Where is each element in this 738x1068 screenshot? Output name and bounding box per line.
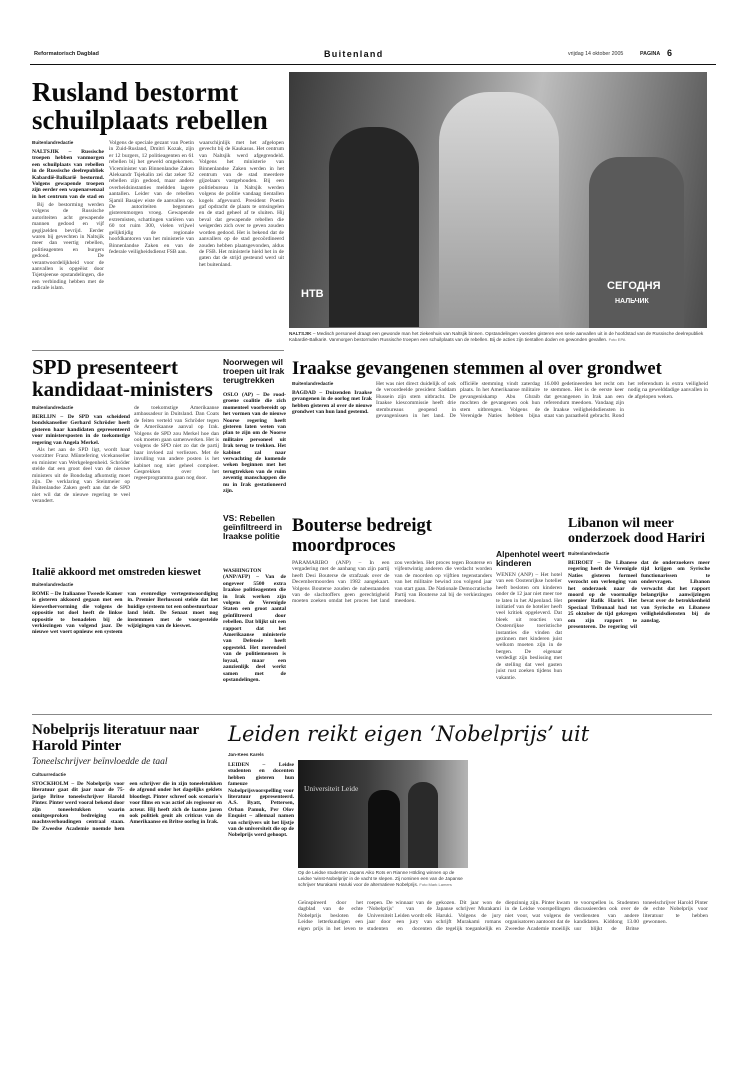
naltsjik-photo xyxy=(289,72,707,328)
alpen-text: WENEN (ANP) – Het hotel van een Oostenrijkse hotelier heeft besloten om kinderen onder de 12 jaar niet meer toe te laten in het Alpenland. Het initiatief van de hotelier heeft veel kritiek opgeleverd. Dat bleek uit reacties van Oostenrijkse toeristische instanties die vinden dat gezinnen met kinderen juist welkom moeten zijn in de bergen. De eigenaar verdedigt zijn beslissing met de stelling dat veel gasten juist rust zoeken tijdens hun vakantie. xyxy=(496,572,562,681)
spd-col2-text: de toekomstige Amerikaanse ambassadeur in Duitsland. Dan Coats de feiten verteld van Schröder tegen de Amerikaanse aanval op Irak. Volgens de SPD zou Merkel hoe dan ook moeten gaan samenwerken. Het is volgens de SPD niet zo dat de partij haar invloed zal verliezen. Met de invulling van andere posten is het kabinet nog niet geheel compleet. Gesprekken over het regeerprogramma gaan nog door. xyxy=(134,405,219,482)
bouterse-text: PARAMARIBO (ANP) – In een vergadering met de aanhang van zijn partij heeft Desi Bouterse de strafzaak over de Decembermoorden van 1982 aangekaart. Volgens Bouterse zouden de nabestaanden van de slachtoffers geen gerechtigheid moeten zoeken omdat het proces het land zou verdelen. Het proces tegen Bouterse en vijfentwintig anderen die verdacht worden van de moorden op vijftien tegenstanders van het militaire bewind zou volgend jaar van start gaan. De Nationale Democratische Partij van Bouterse zal bij de verkiezingen meedoen. xyxy=(292,560,492,605)
rusland-col2-text: Volgens de speciale gezant van Poetin in Zuid-Rusland, Dmitri Kozak, zijn er 12 burgers, 12 politieagenten en 61 rebellen bij het geweld omgekomen. Viceminister van Binnenlandse Zaken Aleksandr Tsjekalin zei dat zeker 92 rebellen zijn gedood, maar andere overheidsinstanties meldden lagere aantallen. Leider van de rebellen Sjamil Basajev eiste de aanvallen op. De autoriteiten begonnen gisterenmorgen vroeg. Gewapende extremisten, schattingen variëren van 60 tot ruim 300, vielen vrijwel gelijktijdig de regionale hoofdkantoren van het ministerie van Binnenlandse Zaken en van de federale veiligheidsdienst FSB aan. xyxy=(109,140,194,255)
leiden-lead: LEIDEN – Leidse studenten en docenten hebben gisteren hun fameuze Nobelprijsvoorspelling voor literatuur gepresenteerd. A.S. Byatt, Pettersen, Orhan Pamuk, Per Olov Enquist – allemaal namen van schrijvers uit het lijstje van de universiteit die op de Nobelprijs werd gehoopt. xyxy=(228,762,294,839)
italie-text: ROME – De Italiaanse Tweede Kamer is gisteren akkoord gegaan met een kieswethervorming die volgens de oppositie tot doel heeft de linkse oppositie te benadelen bij de verkiezingen van volgend jaar. De nieuwe wet voert opnieuw een systeem van evenredige vertegenwoordiging in. Premier Berlusconi stelde dat het huidige systeem tot een onbestuurbaar land leidt. De Senaat moet nog instemmen met de voorgestelde wijzigingen van de kieswet. xyxy=(32,591,218,636)
nobel-rubric: Cultuurredactie xyxy=(32,772,66,777)
bouterse-headline: Bouterse bedreigt moordproces xyxy=(292,516,432,556)
leiden-body xyxy=(298,900,708,1062)
photo-caption-text: Medisch personeel draagt een gewonde man het ziekenhuis van Naltsjik binnen. Opstandelingen voerden gisteren een serie aanvallen uit in de hoofdstad van de Russische deelrepubliek Kabardië-Balkarië. Vanmorgen bestormden Russische troepen een schuilplaats van de rebellen. Bij de acties zijn tientallen doden en gewonden gevallen. xyxy=(289,331,704,342)
photo-overlay-line1: СЕГОДНЯ xyxy=(607,280,661,292)
leiden-caption-text: Op de Leidse studenten Japans Aiko Rots en Rianne Hölding winnen op de Leidse ‘winst-Nobelprijs’ in de vacht te slepen. Zij nominen een van de Japanse schrijver Murakami Haruki voor de alternatieve Nobelprijs. xyxy=(298,870,463,887)
photo-credit: Foto EPA xyxy=(608,336,626,342)
alpen-headline: Alpenhotel weert kinderen xyxy=(496,549,565,568)
ntv-logo: НТВ xyxy=(301,288,324,300)
libanon-headline: Libanon wil meer onderzoek dood Hariri xyxy=(568,516,705,546)
leiden-text: Geïnspireerd door het dagblad van de echte Nobelprijs besloten de Leidse letterkundigen een eigen prijs in het leven te roepen. De winnaar van de ‘Nobelprijs’ van de Universiteit Leiden wordt elk jaar door een jury van studenten en docenten gekozen. Dit jaar won de Japanse schrijver Murakami Haruki. Volgens de jury schrijft Murakami romans die tegelijk toegankelijk en diepzinnig zijn. Pinter kwam in de Leidse voorspellingen niet voor, wat volgens de organisatoren aantoont dat de Zweedse Academie moeilijk te voorspellen is. Studenten discussieerden ook over de verdiensten van andere kandidaten. Kiddong 13.00 uur blijkt de Britse toneelschrijver Harold Pinter de echte Nobelprijs voor literatuur te hebben gewonnen. xyxy=(298,900,708,932)
rusland-col1 xyxy=(32,202,104,320)
bouterse-body xyxy=(292,560,492,710)
noorwegen-headline: Noorwegen wil troepen uit Irak terugtrekken xyxy=(223,357,285,385)
irak-col1 xyxy=(292,390,372,510)
spd-col1 xyxy=(32,414,130,557)
leiden-caption xyxy=(298,870,468,896)
nobel-body xyxy=(32,781,222,1061)
irak-text: Het was niet direct duidelijk of ook de veroordeelde president Saddam Hussein zijn stem uitbracht. De Iraakse kiescommissie heeft drie stembureaus geopend in gevangenissen in het land. De officiële stemming vindt zaterdag plaats. In het Amerikaanse militaire gevangeniskamp Abu Ghraib mochten de gevangenen ook hun stem uitbrengen. Volgens de Verenigde Naties hebben bijna 16.000 gedetineerden het recht om te stemmen. Het is de eerste keer dat gevangenen in Irak aan een referendum meedoen. Vandaag zijn de Iraakse veiligheidsdiensten in staat van paraatheid gebracht. Rond het referendum is extra veiligheid nodig na gewelddadige aanvallen in de afgelopen weken. xyxy=(376,381,708,420)
mid-rule-left xyxy=(32,350,284,351)
photo-overlay-line2: НАЛЬЧИК xyxy=(615,298,649,305)
rusland-rubric: Buitenlandredactie xyxy=(32,140,74,145)
italie-body xyxy=(32,591,218,711)
photo-caption: NALTSJIK – Medisch personeel draagt een gewonde man het ziekenhuis van Naltsjik binnen. Opstandelingen voerden gisteren een serie aanvallen uit in de hoofdstad van de Russische deelrepubliek Kabardië-Balkarië. Vanmorgen bestormden Russische troepen een schuilplaats van de rebellen. Bij de acties zijn tientallen doden en gewonden gevallen. Foto EPA xyxy=(289,331,704,342)
header-rule xyxy=(30,64,716,65)
libanon-rubric: Buitenlandredactie xyxy=(568,551,610,556)
rusland-lead-text: NALTSJIK – Russische troepen hebben vanmorgen een schuilplaats van rebellen in de Russische deelrepubliek Kabardië-Balkarië bestormd. Volgens gewapende troepen zijn eerder een wapenarsenaal in het centrum van de stad en xyxy=(32,149,104,199)
leiden-photo-credit: Foto Mark Lamers xyxy=(419,881,452,887)
photo-figure-left xyxy=(329,127,419,327)
section-title: Buitenland xyxy=(324,49,384,59)
leiden-lead-box xyxy=(228,762,294,1062)
irak-rubric: Buitenlandredactie xyxy=(292,381,334,386)
paper-name: Reformatorisch Dagblad xyxy=(34,51,99,57)
italie-headline: Italië akkoord met omstreden kieswet xyxy=(32,567,201,578)
spd-col2 xyxy=(134,405,219,557)
spd-lead: BERLIJN – De SPD van scheidend bondskanselier Gerhard Schröder heeft gisteren haar kandidaten gepresenteerd voor ministersposten in de toekomstige regering van Angela Merkel. xyxy=(32,414,130,446)
rusland-col1-text: Bij de bestorming werden volgens de Russische autoriteiten acht gewapende mannen gedood en vijf gegijzelden bevrijd. Eerder waren bij gevechten in Naltsjik meer dan veertig rebellen, politieagenten en burgers gedood. De verantwoordelijkheid voor de aanvallen is opgeëist door Tsjetsjeense opstandelingen, die een verbinding hebben met de radicale islam. xyxy=(32,202,104,292)
libanon-text: BEIROET – De Libanese regering heeft de Verenigde Naties gisteren formeel verzocht om verlenging van het onderzoek naar de moord op de voormalige premier Rafik Hariri. Het Speciaal Tribunaal had tot 25 oktober de tijd gekregen om zijn rapport te presenteren. De regering wil dat de onderzoekers meer tijd krijgen om Syrische functionarissen te ondervragen. Libanon verwacht dat het rapport belangrijke aanwijzingen bevat over de betrokkenheid van Syrische en Libanese veiligheidsdiensten bij de aanslag. xyxy=(568,560,710,631)
spd-rubric: Buitenlandredactie xyxy=(32,405,74,410)
rusland-col3 xyxy=(199,140,284,320)
nobel-subhead: Toneelschrijver beïnvloedde de taal xyxy=(32,757,168,767)
leiden-rubric: Jan-Kees Karels xyxy=(228,752,264,757)
alpen-body xyxy=(496,572,562,710)
page-number: 6 xyxy=(667,48,673,58)
leiden-headline: Leiden reikt eigen ‘Nobelprijs’ uit xyxy=(228,722,590,746)
leiden-photo-person1 xyxy=(368,790,400,868)
leiden-photo xyxy=(298,760,468,868)
vs-text: WASHINGTON (ANP/AFP) – Van de ongeveer 5500 extra Iraakse politieagenten die in Irak werken zijn volgens de Verenigde Staten een groot aantal geïnfiltreerd door rebellen. Dat blijkt uit een rapport dat het Amerikaanse ministerie van Defensie heeft opgesteld. Het merendeel van de politiemensen is loyaal, maar een aanzienlijk deel werkt samen met de opstandelingen. xyxy=(223,568,286,683)
spd-col1-text: Als het aan de SPD ligt, wordt haar voorzitter Franz Müntefering vicekanselier en minister van Werkgelegenheid. Schröder stelde dat een groot deel van de nieuwe ministers uit de Bondsdag afkomstig moet zijn. De verklaring van Steinmeier op Buitenlandse Zaken geeft aan dat de SPD niet wil dat de nieuwe regering te veel verandert. xyxy=(32,447,130,505)
noorwegen-body xyxy=(223,392,286,512)
noorwegen-text: OSLO (AP) – De rood-groene coalitie die zich momenteel voorbereidt op het vormen van de nieuwe Noorse regering heeft gisteren laten weten van plan te zijn om de Noorse militaire personeel uit Irak terug te trekken. Het kabinet zal naar verwachting de komende weken beginnen met het terugtrekken van de ruim zeventig manschappen die nu in Irak gestationeerd zijn. xyxy=(223,392,286,495)
leiden-photo-person2 xyxy=(408,782,438,868)
nobel-headline: Nobelprijs literatuur naar Harold Pinter xyxy=(32,722,199,754)
irak-body xyxy=(376,381,708,505)
rusland-lead xyxy=(32,149,104,199)
photo-figure-center xyxy=(439,92,559,328)
italie-rubric: Buitenlandredactie xyxy=(32,582,74,587)
photo-caption-label: NALTSJIK xyxy=(289,331,312,336)
page-header xyxy=(26,48,716,62)
header-date: vrijdag 14 oktober 2005 xyxy=(568,51,624,57)
rusland-col2 xyxy=(109,140,194,320)
vs-body xyxy=(223,568,286,708)
libanon-body xyxy=(568,560,710,710)
rusland-col3-text: waarschijnlijk met het afgelopen gevecht bij de Kaukasus. Het centrum van Naltsjik werd afgegrendeld. Volgens het ministerie van Binnenlandse Zaken werden in het centrum van de stad meerdere gijzelaars vastgehouden. Bij een politiebureau in Naltsjik werden volgens de politie vandaag tientallen kogels afgevuurd. President Poetin gaf opdracht de plaats te omsingelen en de stad geheel af te sluiten. Hij beval dat gewapende rebellen die weigerden zich over te geven zouden worden gedood. Het is bekend dat de aanvallers op de stad gecoördineerd zouden hebben plaatsgevonden, aldus de FSB. Het ministerie hield het in de gaten dat de strijd gesteund werd uit het buitenland. xyxy=(199,140,284,268)
irak-headline: Iraakse gevangenen stemmen al over grondwet xyxy=(292,359,662,379)
lower-rule xyxy=(32,714,712,715)
nobel-text: STOCKHOLM – De Nobelprijs voor literatuur gaat dit jaar naar de 75-jarige Britse toneelschrijver Harold Pinter. Pinter werd vooral bekend door zijn toneelstukken waarin onuitgesproken bedreiging en machtsverhoudingen centraal staan. De Zweedse Academie noemde hem een schrijver die in zijn toneelstukken de afgrond onder het dagelijks geklets blootlegt. Pinter schreef ook scenario's voor films en was actief als regisseur en acteur. Hij heeft zich de laatste jaren ook politiek geuit als criticus van de Amerikaanse en Britse oorlog in Irak. xyxy=(32,781,222,832)
vs-headline: VS: Rebellen geïnfiltreerd in Iraakse politie xyxy=(223,513,283,541)
irak-lead: BAGDAD – Duizenden Iraakse gevangenen in de oorlog met Irak hebben gisteren al over de nieuwe grondwet van hun land gestemd. xyxy=(292,390,372,416)
leiden-photo-text: Universiteit Leide xyxy=(304,784,359,793)
spd-headline: SPD presenteert kandidaat-ministers xyxy=(32,355,213,401)
page-label: PAGINA xyxy=(640,51,661,57)
rusland-headline: Rusland bestormt schuilplaats rebellen xyxy=(32,77,268,135)
